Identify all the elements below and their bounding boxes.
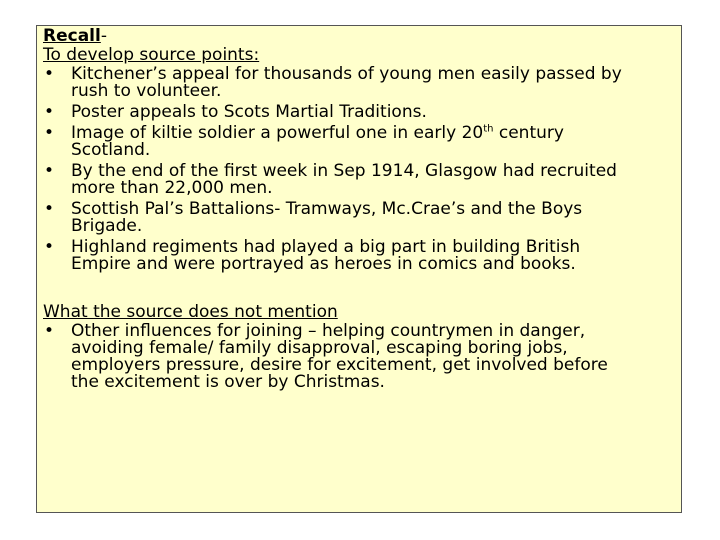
recall-heading-dash: - [100, 26, 107, 46]
bullet: • [44, 199, 55, 219]
list-item [43, 104, 675, 121]
point-text-line: Kitchener’s appeal for thousands of young men easily passed by [71, 64, 622, 84]
point-text-line: the excitement is over by Christmas. [71, 372, 385, 392]
slide-content-box [36, 25, 682, 513]
point-text-line: more than 22,000 men. [71, 178, 273, 198]
point-text-line: avoiding female/ family disapproval, escaping boring jobs, [71, 338, 568, 358]
point-text-line: Scottish Pal’s Battalions- Tramways, Mc.Crae’s and the Boys [71, 199, 583, 219]
point-text-line: employers pressure, desire for excitement, get involved before [71, 355, 608, 375]
list-item [43, 239, 675, 273]
source-points-list [43, 66, 675, 273]
not-mentioned-list [43, 323, 675, 391]
list-item [43, 163, 675, 197]
recall-heading: Recall [43, 26, 101, 46]
list-item [43, 66, 675, 100]
bullet: • [44, 123, 55, 143]
point-text-line: Scotland. [71, 140, 151, 160]
bullet: • [44, 161, 55, 181]
list-item [43, 125, 675, 159]
superscript-suffix: th [483, 123, 494, 135]
point-text-line: rush to volunteer. [71, 81, 222, 101]
point-text-line: By the end of the first week in Sep 1914, Glasgow had recruited [71, 161, 617, 181]
bullet: • [44, 102, 55, 122]
point-text-line: Highland regiments had played a big part in building British [71, 237, 581, 257]
bullet: • [44, 64, 55, 84]
point-text-part: Image of kiltie soldier a powerful one in early 20 [71, 123, 484, 143]
point-text-line: Poster appeals to Scots Martial Traditions. [71, 102, 427, 122]
section-spacer [43, 277, 675, 304]
recall-title [43, 28, 675, 45]
point-text-line [71, 125, 675, 142]
point-text-line: Brigade. [71, 216, 143, 236]
slide-text [43, 28, 675, 395]
source-points-subheading: To develop source points: [43, 45, 260, 65]
list-item [43, 323, 675, 391]
bullet: • [44, 237, 55, 257]
point-text-line: Empire and were portrayed as heroes in comics and books. [71, 254, 576, 274]
list-item [43, 201, 675, 235]
bullet: • [44, 321, 55, 341]
point-text-part: century [493, 123, 564, 143]
point-text-line: Other influences for joining – helping countrymen in danger, [71, 321, 586, 341]
not-mentioned-heading: What the source does not mention [43, 302, 338, 322]
